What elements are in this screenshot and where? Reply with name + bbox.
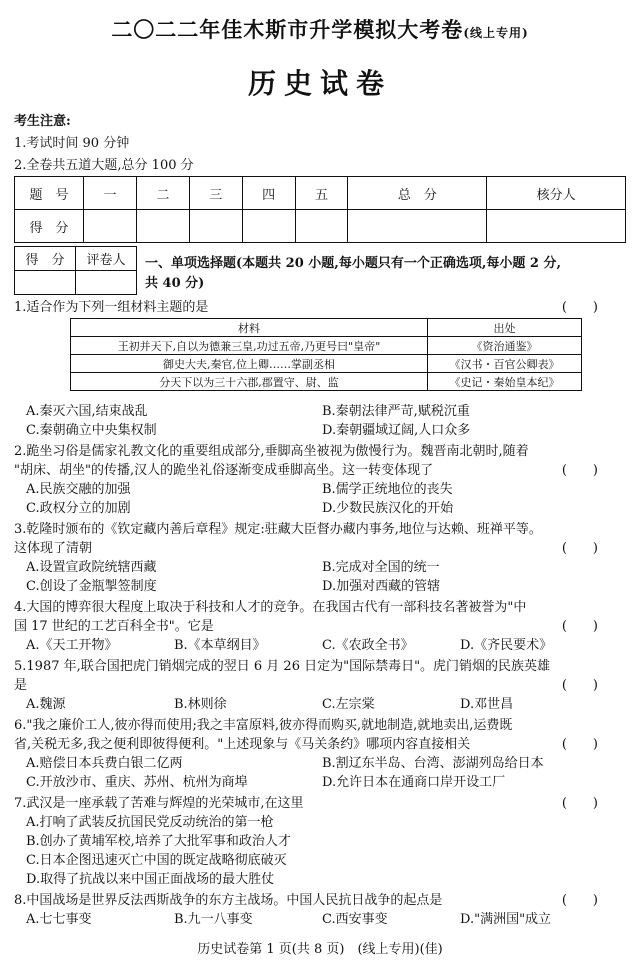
grader-box-blank[interactable] xyxy=(76,271,137,295)
question-6: 6."我之廉价工人,彼亦得而使用;我之丰富原料,彼亦得而购买,就地制造,就地卖出,运费既 xyxy=(14,718,513,733)
question-6-cont xyxy=(14,733,626,752)
score-cell: 四 xyxy=(242,177,295,210)
source-cell: 《汉书・百官公卿表》 xyxy=(428,355,582,373)
option-d[interactable]: D.秦朝疆域辽阔,人口众多 xyxy=(322,423,471,438)
answer-paren[interactable]: ( ) xyxy=(561,541,598,556)
question-8 xyxy=(14,889,626,908)
option-c[interactable]: C.开放沙市、重庆、苏州、杭州为商埠 xyxy=(26,775,248,790)
option-c[interactable]: C.西安事变 xyxy=(322,912,388,927)
answer-paren[interactable]: ( ) xyxy=(561,737,598,752)
score-cell: 得 分 xyxy=(15,210,84,243)
question-stem: "胡床、胡坐"的传播,汉人的跪坐礼俗逐渐变成垂脚高坐。这一转变体现了 xyxy=(14,463,434,478)
option-a[interactable]: A.《天工开物》 xyxy=(26,638,118,653)
material-cell: 御史大夫,秦官,位上卿……掌副丞相 xyxy=(71,355,428,373)
answer-paren[interactable]: ( ) xyxy=(561,678,598,693)
exam-title xyxy=(0,14,640,44)
option-b[interactable]: B.完成对全国的统一 xyxy=(322,560,440,575)
question-stem: 8.中国战场是世界反法西斯战争的东方主战场。中国人民抗日战争的起点是 xyxy=(14,893,443,908)
question-5-cont xyxy=(14,674,626,693)
score-blank[interactable] xyxy=(136,210,189,243)
option-d[interactable]: D.允许日本在通商口岸开设工厂 xyxy=(322,775,506,790)
score-table-header-row xyxy=(15,177,626,210)
score-cell: 二 xyxy=(136,177,189,210)
score-cell: 核分人 xyxy=(487,177,626,210)
option-c[interactable]: C.《农政全书》 xyxy=(322,638,414,653)
option-c[interactable]: C.日本企图迅速灭亡中国的既定战略彻底破灭 xyxy=(26,853,287,868)
option-b[interactable]: B.林则徐 xyxy=(174,697,227,712)
option-b[interactable]: B.割辽东半岛、台湾、澎湖列岛给日本 xyxy=(322,756,544,771)
option-b[interactable]: B.创办了黄埔军校,培养了大批军事和政治人才 xyxy=(26,834,291,849)
grader-box-blank[interactable] xyxy=(15,271,76,295)
score-cell: 一 xyxy=(84,177,137,210)
question-1 xyxy=(14,296,626,315)
grader-box-score-label: 得 分 xyxy=(15,247,76,271)
question-stem: 国 17 世纪的工艺百科全书"。它是 xyxy=(14,619,214,634)
score-blank[interactable] xyxy=(189,210,242,243)
score-cell: 三 xyxy=(189,177,242,210)
option-d[interactable]: D.取得了抗战以来中国正面战场的最大胜仗 xyxy=(26,872,275,887)
score-blank[interactable] xyxy=(242,210,295,243)
option-c[interactable]: C.左宗棠 xyxy=(322,697,375,712)
question-4-cont xyxy=(14,615,626,634)
option-a[interactable]: A.民族交融的加强 xyxy=(26,482,131,497)
grader-box xyxy=(14,246,137,295)
question-3-cont xyxy=(14,537,626,556)
option-a[interactable]: A.魏源 xyxy=(26,697,66,712)
notice-heading: 考生注意: xyxy=(14,114,71,129)
source-header: 出处 xyxy=(428,319,582,337)
option-c[interactable]: C.创设了金瓶掣签制度 xyxy=(26,579,157,594)
score-blank[interactable] xyxy=(487,210,626,243)
score-table-value-row xyxy=(15,210,626,243)
material-table xyxy=(70,318,582,391)
score-blank[interactable] xyxy=(84,210,137,243)
option-b[interactable]: B.《本草纲目》 xyxy=(174,638,266,653)
material-cell: 王初并天下,自以为德兼三皇,功过五帝,乃更号曰"皇帝" xyxy=(71,337,428,355)
subject-title: 历史试卷 xyxy=(247,67,392,100)
option-a[interactable]: A.设置宣政院统辖西藏 xyxy=(26,560,157,575)
option-d[interactable]: D.少数民族汉化的开始 xyxy=(322,501,454,516)
question-stem: 是 xyxy=(14,678,28,693)
section-heading: 一、单项选择题(本题共 20 小题,每小题只有一个正确选项,每小题 2 分, xyxy=(145,256,561,271)
grader-box-grader-label: 评卷人 xyxy=(76,247,137,271)
question-7 xyxy=(14,792,626,811)
material-cell: 分天下以为三十六郡,郡置守、尉、监 xyxy=(71,373,428,391)
option-d[interactable]: D.邓世昌 xyxy=(460,697,514,712)
score-blank[interactable] xyxy=(348,210,487,243)
question-stem: 这体现了清朝 xyxy=(14,541,93,556)
answer-paren[interactable]: ( ) xyxy=(561,300,598,315)
score-cell: 五 xyxy=(295,177,348,210)
option-d[interactable]: D.加强对西藏的管辖 xyxy=(322,579,441,594)
answer-paren[interactable]: ( ) xyxy=(561,463,598,478)
exam-title-note: (线上专用) xyxy=(463,26,529,40)
answer-paren[interactable]: ( ) xyxy=(561,796,598,811)
option-d[interactable]: D.《齐民要术》 xyxy=(460,638,553,653)
score-cell: 题 号 xyxy=(15,177,84,210)
score-cell: 总 分 xyxy=(348,177,487,210)
option-a[interactable]: A.秦灭六国,结束战乱 xyxy=(26,404,148,419)
option-c[interactable]: C.秦朝确立中央集权制 xyxy=(26,423,157,438)
option-a[interactable]: A.七七事变 xyxy=(26,912,92,927)
score-table xyxy=(14,176,626,243)
answer-paren[interactable]: ( ) xyxy=(561,619,598,634)
option-b[interactable]: B.九一八事变 xyxy=(174,912,253,927)
option-a[interactable]: A.打响了武装反抗国民党反动统治的第一枪 xyxy=(26,815,274,830)
option-b[interactable]: B.儒学正统地位的丧失 xyxy=(322,482,453,497)
material-header: 材料 xyxy=(71,319,428,337)
source-cell: 《史记・秦始皇本纪》 xyxy=(428,373,582,391)
question-2: 2.跪坐习俗是儒家礼教文化的重要组成部分,垂脚高坐被视为傲慢行为。魏晋南北朝时,随着 xyxy=(14,444,529,459)
question-4: 4.大国的博弈很大程度上取决于科技和人才的竞争。在我国古代有一部科技名著被誉为"中 xyxy=(14,600,527,615)
option-c[interactable]: C.政权分立的加剧 xyxy=(26,501,131,516)
question-stem: 省,关税无多,我之便利即彼得便利。"上述现象与《马关条约》哪项内容直接相关 xyxy=(14,737,471,752)
question-stem: 1.适合作为下列一组材料主题的是 xyxy=(14,300,209,315)
option-a[interactable]: A.赔偿日本兵费白银二亿两 xyxy=(26,756,183,771)
question-5: 5.1987 年,联合国把虎门销烟完成的翌日 6 月 26 日定为"国际禁毒日"。虎门销烟的民族英雄 xyxy=(14,659,551,674)
answer-paren[interactable]: ( ) xyxy=(561,893,598,908)
page-footer: 历史试卷第 1 页(共 8 页) (线上专用)(佳) xyxy=(197,942,443,957)
source-cell: 《资治通鉴》 xyxy=(428,337,582,355)
section-heading-cont: 共 40 分) xyxy=(145,276,205,291)
notice-item: 2.全卷共五道大题,总分 100 分 xyxy=(14,158,194,173)
exam-title-main: 二〇二二年佳木斯市升学模拟大考卷 xyxy=(111,17,464,42)
question-2-cont xyxy=(14,459,626,478)
option-d[interactable]: D."满洲国"成立 xyxy=(460,912,552,927)
score-blank[interactable] xyxy=(295,210,348,243)
option-b[interactable]: B.秦朝法律严苛,赋税沉重 xyxy=(322,404,470,419)
notice-item: 1.考试时间 90 分钟 xyxy=(14,136,130,151)
question-3: 3.乾隆时颁布的《钦定藏内善后章程》规定:驻藏大臣督办藏内事务,地位与达赖、班禅平等。 xyxy=(14,522,542,537)
question-stem: 7.武汉是一座承载了苦难与辉煌的光荣城市,在这里 xyxy=(14,796,304,811)
